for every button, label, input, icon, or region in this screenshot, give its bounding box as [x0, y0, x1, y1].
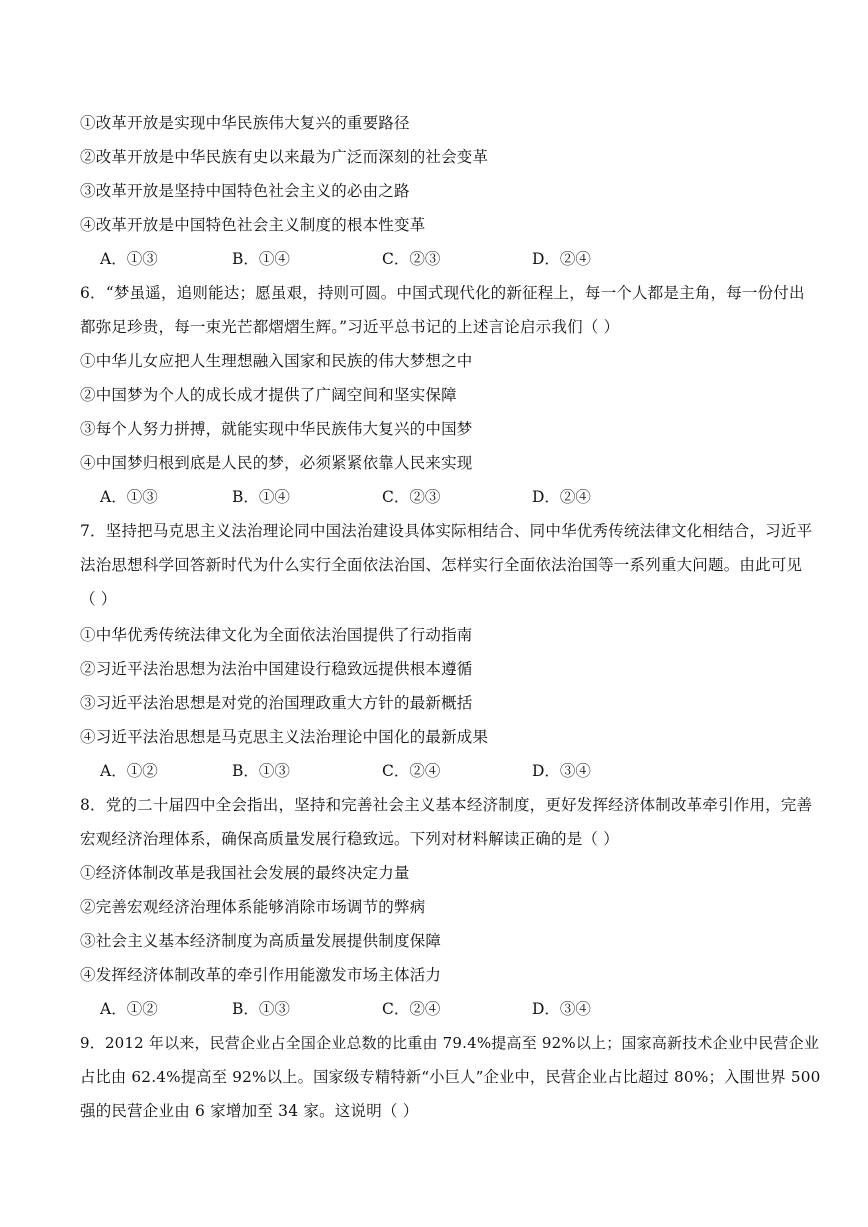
q7-statement-4: ④习近平法治思想是马克思主义法治理论中国化的最新成果 [80, 728, 489, 746]
q5-choice-c[interactable]: C．②③ [382, 250, 441, 268]
q6-stem-line-2: 都弥足珍贵，每一束光芒都熠熠生辉。”习近平总书记的上述言论启示我们（ ） [80, 318, 620, 336]
q5-statement-1: ①改革开放是实现中华民族伟大复兴的重要路径 [80, 114, 410, 132]
q7-choice-b[interactable]: B．①③ [232, 762, 290, 780]
q6-choice-b[interactable]: B．①④ [232, 488, 290, 506]
q8-stem-line-1: 8．党的二十届四中全会指出，坚持和完善社会主义基本经济制度，更好发挥经济体制改革牵引作用，完善 [80, 796, 813, 814]
q6-statement-1: ①中华儿女应把人生理想融入国家和民族的伟大梦想之中 [80, 352, 473, 370]
q8-choice-c[interactable]: C．②④ [382, 1000, 441, 1018]
q6-choice-d[interactable]: D．②④ [532, 488, 591, 506]
q5-choice-b[interactable]: B．①④ [232, 250, 290, 268]
q7-stem-line-2: 法治思想科学回答新时代为什么实行全面依法治国、怎样实行全面依法治国等一系列重大问题。由此可见 [80, 556, 803, 574]
q5-statement-4: ④改革开放是中国特色社会主义制度的根本性变革 [80, 216, 426, 234]
q8-statement-4: ④发挥经济体制改革的牵引作用能激发市场主体活力 [80, 966, 442, 984]
q6-choice-a[interactable]: A．①③ [100, 488, 158, 506]
q5-choice-a[interactable]: A．①③ [100, 250, 158, 268]
q6-choice-c[interactable]: C．②③ [382, 488, 441, 506]
q7-stem-line-1: 7．坚持把马克思主义法治理论同中国法治建设具体实际相结合、同中华优秀传统法律文化相结合，习近平 [80, 522, 813, 540]
q6-statement-4: ④中国梦归根到底是人民的梦，必须紧紧依靠人民来实现 [80, 454, 473, 472]
q7-choice-d[interactable]: D．③④ [532, 762, 591, 780]
q8-choice-a[interactable]: A．①② [100, 1000, 158, 1018]
q8-statement-1: ①经济体制改革是我国社会发展的最终决定力量 [80, 864, 410, 882]
q5-statement-2: ②改革开放是中华民族有史以来最为广泛而深刻的社会变革 [80, 148, 489, 166]
q6-statement-3: ③每个人努力拼搏，就能实现中华民族伟大复兴的中国梦 [80, 420, 473, 438]
q7-statement-3: ③习近平法治思想是对党的治国理政重大方针的最新概括 [80, 694, 473, 712]
q8-stem-line-2: 宏观经济治理体系，确保高质量发展行稳致远。下列对材料解读正确的是（ ） [80, 830, 619, 848]
q6-statement-2: ②中国梦为个人的成长成才提供了广阔空间和坚实保障 [80, 386, 457, 404]
q8-statement-2: ②完善宏观经济治理体系能够消除市场调节的弊病 [80, 898, 426, 916]
q5-choices [100, 249, 800, 269]
q8-choices [100, 999, 800, 1019]
q7-statement-2: ②习近平法治思想为法治中国建设行稳致远提供根本遵循 [80, 660, 473, 678]
q7-stem-line-3: （ ） [80, 590, 117, 608]
q7-choice-a[interactable]: A．①② [100, 762, 158, 780]
q7-choice-c[interactable]: C．②④ [382, 762, 441, 780]
q6-stem-line-1: 6．“梦虽遥，追则能达；愿虽艰，持则可圆。中国式现代化的新征程上，每一个人都是主角，每一份付出 [80, 284, 805, 302]
q8-choice-d[interactable]: D．③④ [532, 1000, 591, 1018]
q7-statement-1: ①中华优秀传统法律文化为全面依法治国提供了行动指南 [80, 626, 473, 644]
q5-statement-3: ③改革开放是坚持中国特色社会主义的必由之路 [80, 182, 410, 200]
q9-stem-line-3: 强的民营企业由 6 家增加至 34 家。这说明（ ） [80, 1102, 419, 1120]
q9-stem-line-2: 占比由 62.4%提高至 92%以上。国家级专精特新“小巨人”企业中，民营企业占比超过 80%；入围世界 500 [80, 1068, 821, 1086]
q9-stem-line-1: 9．2012 年以来，民营企业占全国企业总数的比重由 79.4%提高至 92%以上；国家高新技术企业中民营企业 [80, 1034, 820, 1052]
q6-choices [100, 487, 800, 507]
q5-choice-d[interactable]: D．②④ [532, 250, 591, 268]
q8-statement-3: ③社会主义基本经济制度为高质量发展提供制度保障 [80, 932, 442, 950]
q8-choice-b[interactable]: B．①③ [232, 1000, 290, 1018]
q7-choices [100, 761, 800, 781]
